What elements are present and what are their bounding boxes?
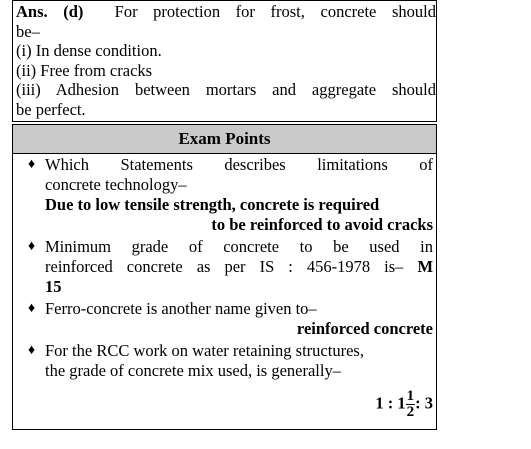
fraction-numerator: 1 <box>406 388 415 404</box>
exam-point-3-text <box>45 299 433 339</box>
exam-point-1-answer-line-2: to be reinforced to avoid cracks <box>211 215 433 234</box>
exam-point-1-question-line-2: concrete technology– <box>45 175 187 194</box>
ratio-suffix: : 3 <box>415 393 433 413</box>
answer-line-5: (iii) Adhesion between mortars and aggregate should <box>16 80 436 99</box>
exam-point-1-text <box>45 155 433 235</box>
exam-point-3-question-line-1: Ferro-concrete is another name given to– <box>45 299 317 318</box>
exam-point-4-text <box>45 341 433 420</box>
answer-line-6: be perfect. <box>16 99 86 119</box>
answer-box <box>12 0 437 122</box>
diamond-bullet-icon: ♦ <box>28 301 36 316</box>
exam-point-4-question-line-2: the grade of concrete mix used, is generally– <box>45 361 341 380</box>
exam-point-2-answer-line-2: 15 <box>45 277 62 296</box>
answer-line-4: (ii) Free from cracks <box>16 60 153 80</box>
exam-point-1-answer-line-1: Due to low tensile strength, concrete is required <box>45 195 380 214</box>
answer-box-top-border <box>13 0 436 1</box>
ratio-prefix: 1 : 1 <box>375 393 406 413</box>
exam-points-heading: Exam Points <box>13 125 436 154</box>
exam-point-2-question-line-2-text: reinforced concrete as per IS : 456-1978 is– <box>45 257 404 276</box>
diamond-bullet-icon: ♦ <box>28 157 36 172</box>
answer-line-3: (i) In dense condition. <box>16 41 162 60</box>
ratio-fraction <box>406 389 416 420</box>
diamond-bullet-icon: ♦ <box>28 239 36 254</box>
exam-point-2-question-line-2 <box>45 257 433 277</box>
diamond-bullet-icon: ♦ <box>28 343 36 358</box>
fraction-denominator: 2 <box>406 404 415 420</box>
exam-point-2-answer-inline: M <box>417 257 434 276</box>
answer-text <box>16 2 436 119</box>
exam-point-4-answer <box>45 389 433 420</box>
exam-points-box <box>12 124 437 430</box>
exam-point-4-question-line-1: For the RCC work on water retaining structures, <box>45 341 364 360</box>
exam-point-2-question-line-1: Minimum grade of concrete to be used in <box>45 237 433 256</box>
answer-label: Ans. (d) <box>16 2 84 21</box>
exam-point-2-text <box>45 237 433 297</box>
answer-line-1 <box>16 2 436 22</box>
answer-line-1-text: For protection for frost, concrete should <box>114 2 436 21</box>
exam-point-3-answer-line-1: reinforced concrete <box>296 319 433 338</box>
answer-line-2: be– <box>16 21 40 41</box>
exam-point-1-question-line-1: Which Statements describes limitations of <box>45 155 433 174</box>
